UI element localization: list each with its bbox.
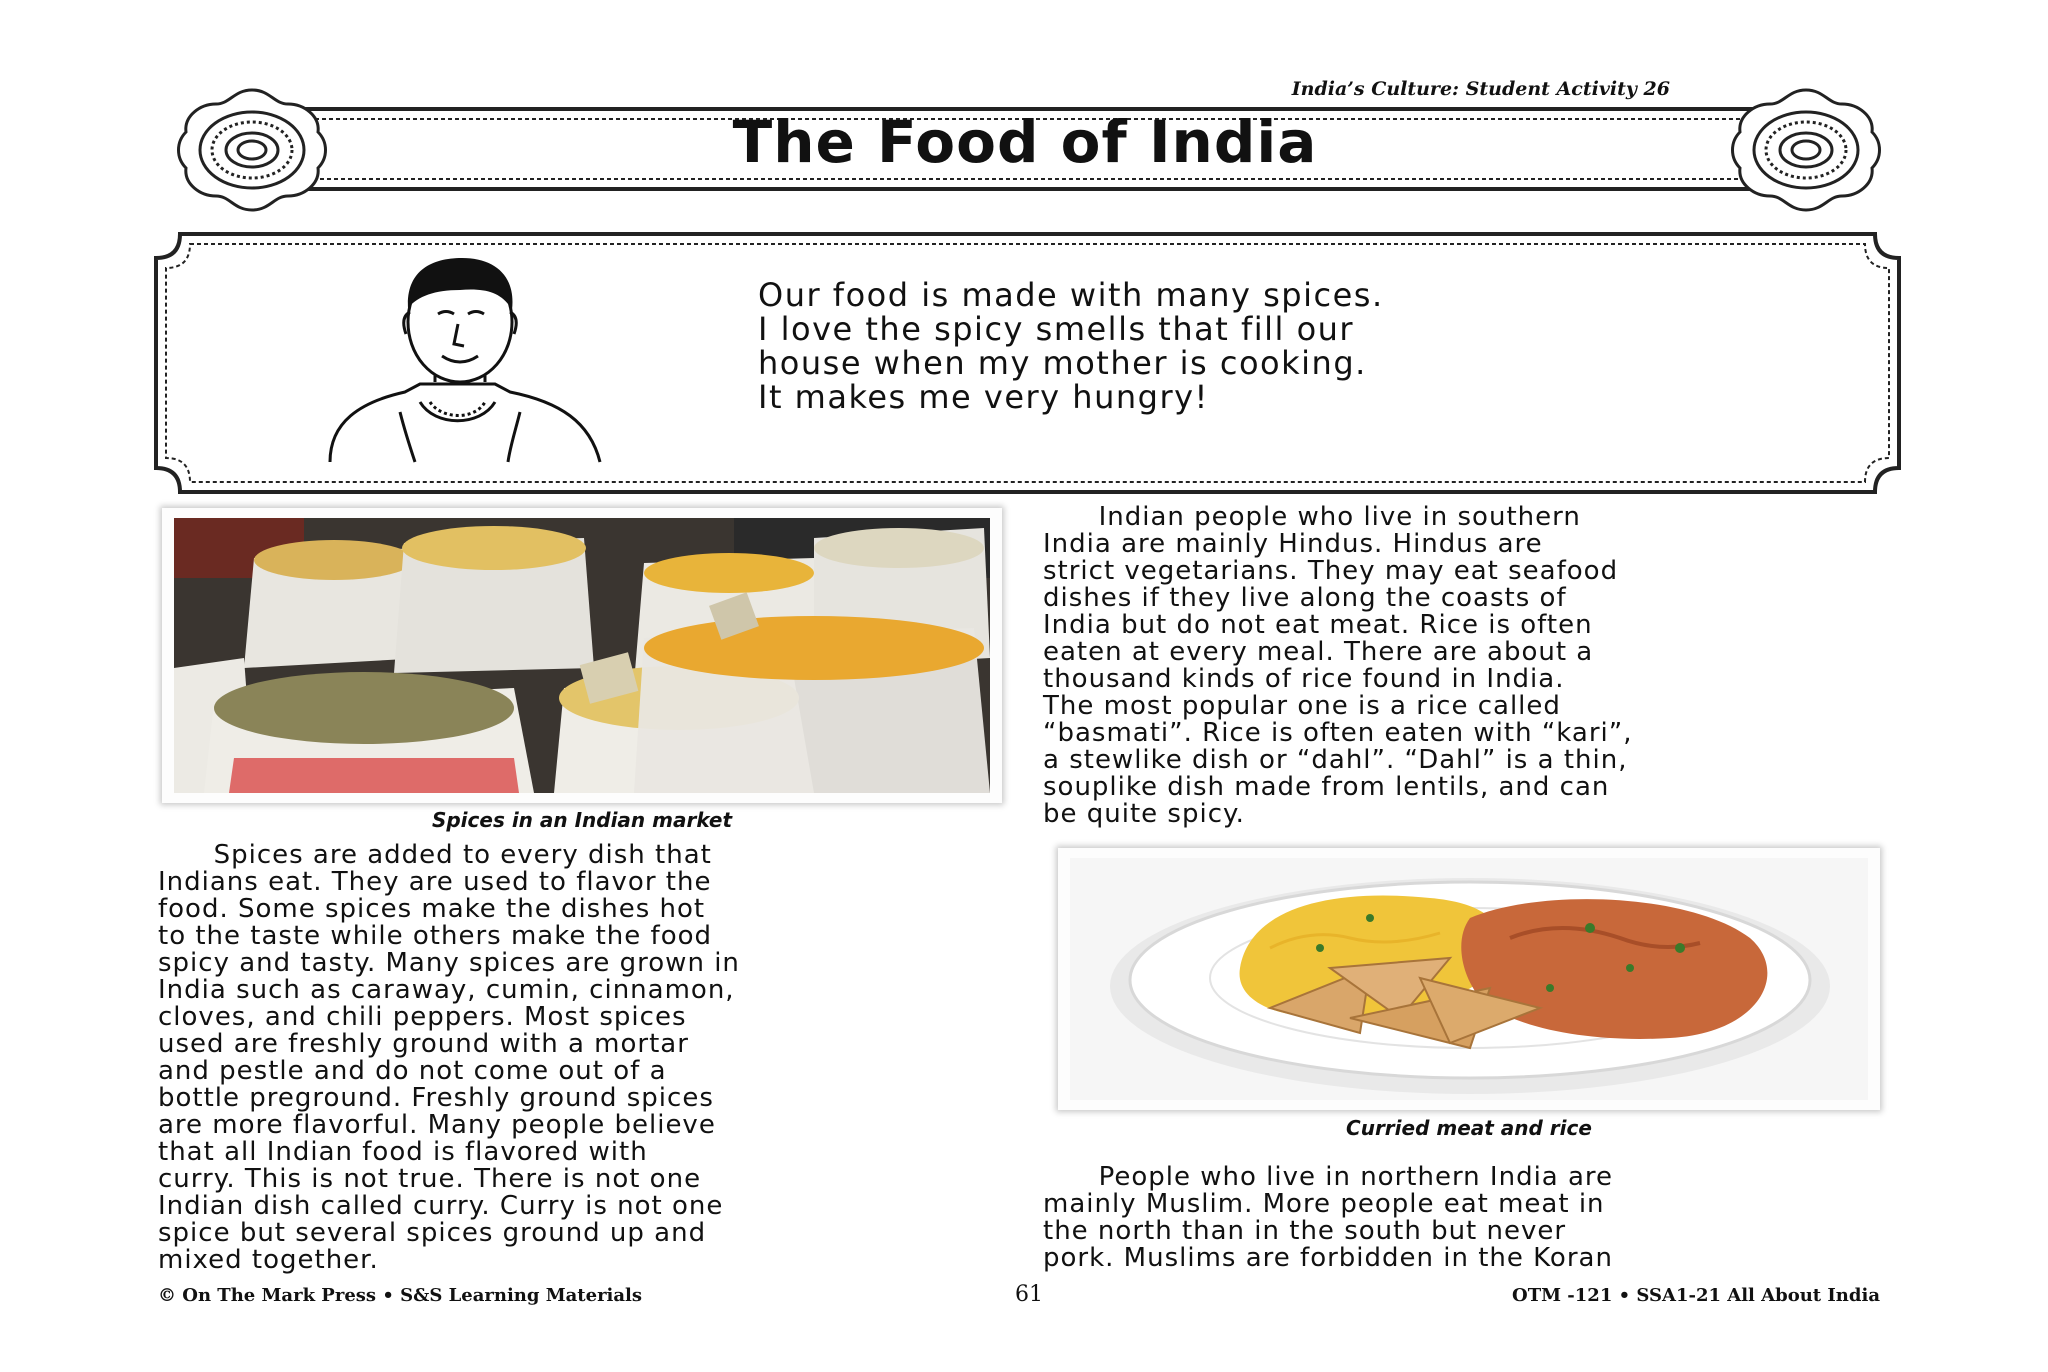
text-line: are more flavorful. Many people believe: [158, 1110, 716, 1140]
quote-line: It makes me very hungry!: [758, 378, 1209, 416]
text-line: dishes if they live along the coasts of: [1043, 583, 1567, 613]
curry-photo-caption: Curried meat and rice: [1346, 1116, 1592, 1140]
northern-india-paragraph: [1043, 1164, 1913, 1272]
text-line: curry. This is not true. There is not one: [158, 1164, 702, 1194]
text-line: that all Indian food is flavored with: [158, 1137, 648, 1167]
spices-market-photo: [162, 508, 1002, 803]
text-line: souplike dish made from lentils, and can: [1043, 772, 1610, 802]
spices-photo-caption: Spices in an Indian market: [431, 808, 733, 832]
text-line: Spices are added to every dish that: [158, 840, 712, 870]
text-line: People who live in northern India are: [1043, 1162, 1614, 1192]
text-line: thousand kinds of rice found in India.: [1043, 664, 1565, 694]
mandala-ornament-right-icon: [1726, 86, 1886, 214]
page-title: The Food of India: [732, 108, 1318, 176]
page-number: 61: [1015, 1282, 1043, 1307]
text-line: India but do not eat meat. Rice is often: [1043, 610, 1593, 640]
text-line: and pestle and do not come out of a: [158, 1056, 667, 1086]
series-label: India’s Culture: Student Activity 26: [1291, 78, 1670, 100]
spices-paragraph: [158, 842, 1018, 1274]
quote-line: I love the spicy smells that fill our: [758, 310, 1355, 348]
text-line: India are mainly Hindus. Hindus are: [1043, 529, 1543, 559]
text-line: used are freshly ground with a mortar: [158, 1029, 689, 1059]
text-line: spicy and tasty. Many spices are grown in: [158, 948, 740, 978]
text-line: the north than in the south but never: [1043, 1216, 1567, 1246]
boy-portrait-illustration: [270, 252, 650, 464]
text-line: Indians eat. They are used to flavor the: [158, 867, 712, 897]
footer-publisher: © On The Mark Press • S&S Learning Materials: [158, 1285, 643, 1306]
text-line: food. Some spices make the dishes hot: [158, 894, 706, 924]
text-line: to the taste while others make the food: [158, 921, 713, 951]
text-line: “basmati”. Rice is often eaten with “kari”,: [1043, 718, 1633, 748]
text-line: spice but several spices ground up and: [158, 1218, 707, 1248]
quote-line: house when my mother is cooking.: [758, 344, 1367, 382]
southern-india-paragraph: [1043, 504, 1913, 828]
mandala-ornament-left-icon: [172, 86, 332, 214]
text-line: mainly Muslim. More people eat meat in: [1043, 1189, 1605, 1219]
text-line: India such as caraway, cumin, cinnamon,: [158, 975, 735, 1005]
text-line: Indian dish called curry. Curry is not one: [158, 1191, 724, 1221]
text-line: be quite spicy.: [1043, 799, 1245, 829]
quote-line: Our food is made with many spices.: [758, 276, 1384, 314]
text-line: Indian people who live in southern: [1043, 502, 1581, 532]
text-line: eaten at every meal. There are about a: [1043, 637, 1594, 667]
footer-product-code: OTM -121 • SSA1-21 All About India: [1512, 1285, 1880, 1306]
text-line: bottle preground. Freshly ground spices: [158, 1083, 714, 1113]
speech-quote: [758, 278, 1758, 414]
text-line: strict vegetarians. They may eat seafood: [1043, 556, 1619, 586]
curry-plate-photo: [1058, 848, 1880, 1110]
text-line: a stewlike dish or “dahl”. “Dahl” is a thin,: [1043, 745, 1628, 775]
text-line: cloves, and chili peppers. Most spices: [158, 1002, 687, 1032]
text-line: pork. Muslims are forbidden in the Koran: [1043, 1243, 1613, 1273]
text-line: The most popular one is a rice called: [1043, 691, 1561, 721]
text-line: mixed together.: [158, 1245, 379, 1275]
